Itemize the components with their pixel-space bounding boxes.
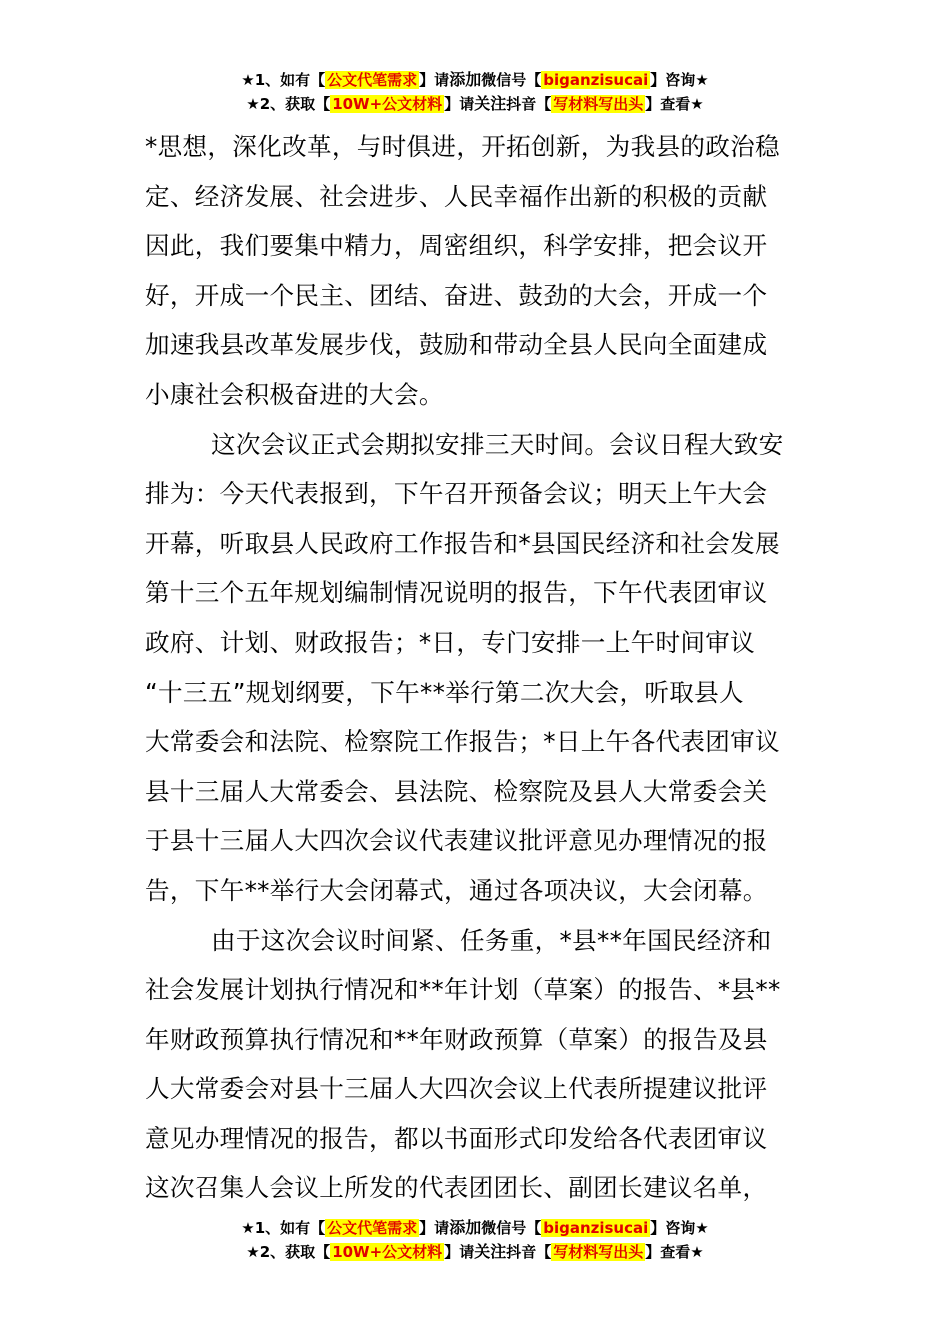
text-line: 意见办理情况的报告，都以书面形式印发给各代表团审议	[145, 1123, 768, 1153]
promo-text: 】咨询★	[650, 1219, 709, 1237]
promo-text: 添加	[449, 1218, 482, 1237]
text-line: 人大常委会对县十三届人大四次会议上代表所提建议批评	[145, 1074, 768, 1104]
paragraph-3	[145, 916, 807, 1214]
text-line: 第十三个五年规划编制情况说明的报告，下午代表团审议	[145, 578, 768, 608]
header-promo-line-1	[0, 68, 950, 92]
promo-text: 关注	[474, 1242, 507, 1261]
promo-highlight: 公文代笔需求	[327, 1219, 418, 1237]
text-line: 好，开成一个民主、团结、奋进、鼓劲的大会，开成一个	[145, 280, 768, 310]
text-line: 由于这次会议时间紧、任务重，*县**年国民经济和	[211, 925, 772, 955]
promo-text: 抖音【	[506, 95, 552, 113]
promo-highlight: 公文代笔需求	[327, 71, 418, 89]
text-line: 县十三届人大常委会、县法院、检察院及县人大常委会关	[145, 776, 768, 806]
document-body	[145, 122, 807, 1213]
promo-text: ★2、获取【	[246, 95, 331, 113]
header-promo-banner	[0, 68, 950, 116]
text-line: 告，下午**举行大会闭幕式，通过各项决议，大会闭幕。	[145, 875, 768, 905]
paragraph-2	[145, 420, 807, 916]
promo-text: 关注	[474, 94, 507, 113]
text-line: 排为：今天代表报到，下午召开预备会议；明天上午大会	[145, 479, 768, 509]
text-line: 这次召集人会议上所发的代表团团长、副团长建议名单，	[145, 1173, 768, 1203]
text-line: *思想，深化改革，与时俱进，开拓创新，为我县的政治稳	[145, 132, 780, 161]
footer-promo-line-2	[0, 1240, 950, 1264]
text-line: 小康社会积极奋进的大会。	[145, 379, 444, 409]
promo-text: 微信号【	[481, 1219, 542, 1237]
text-line: 社会发展计划执行情况和**年计划（草案）的报告、*县**	[145, 975, 781, 1005]
promo-text: 】请	[419, 71, 450, 89]
promo-text: ★2、获取【	[246, 1243, 331, 1261]
promo-highlight: 写材料写出头	[553, 95, 644, 113]
text-line: 加速我县改革发展步伐，鼓励和带动全县人民向全面建成	[145, 330, 768, 360]
text-line: 因此，我们要集中精力，周密组织，科学安排，把会议开	[145, 231, 768, 261]
text-line: 这次会议正式会期拟安排三天时间。会议日程大致安	[211, 429, 784, 459]
promo-highlight: biganzisucai	[543, 1219, 649, 1237]
promo-highlight: 10W+公文材料	[332, 95, 443, 113]
promo-highlight: 写材料写出头	[553, 1243, 644, 1261]
text-line: 年财政预算执行情况和**年财政预算（草案）的报告及县	[145, 1024, 768, 1054]
promo-text: 抖音【	[506, 1243, 552, 1261]
promo-text: 】请	[444, 1243, 475, 1261]
footer-promo-banner	[0, 1216, 950, 1264]
promo-text: ★1、如有【	[241, 71, 326, 89]
text-line: 开幕，听取县人民政府工作报告和*县国民经济和社会发展	[145, 528, 780, 558]
promo-text: 】查看★	[645, 95, 704, 113]
text-line: 于县十三届人大四次会议代表建议批评意见办理情况的报	[145, 826, 768, 856]
text-line: 定、经济发展、社会进步、人民幸福作出新的积极的贡献	[145, 181, 768, 211]
promo-text: 微信号【	[481, 71, 542, 89]
footer-promo-line-1	[0, 1216, 950, 1240]
promo-text: 】咨询★	[650, 71, 709, 89]
promo-text: 】请	[419, 1219, 450, 1237]
promo-highlight: 10W+公文材料	[332, 1243, 443, 1261]
promo-text: ★1、如有【	[241, 1219, 326, 1237]
promo-text: 添加	[449, 70, 482, 89]
header-promo-line-2	[0, 92, 950, 116]
text-line: “十三五”规划纲要，下午**举行第二次大会，听取县人	[145, 677, 744, 707]
paragraph-1	[145, 122, 807, 420]
promo-text: 】请	[444, 95, 475, 113]
promo-text: 】查看★	[645, 1243, 704, 1261]
text-line: 政府、计划、财政报告；*日，专门安排一上午时间审议	[145, 627, 756, 657]
text-line: 大常委会和法院、检察院工作报告；*日上午各代表团审议	[145, 727, 780, 757]
promo-highlight: biganzisucai	[543, 71, 649, 89]
